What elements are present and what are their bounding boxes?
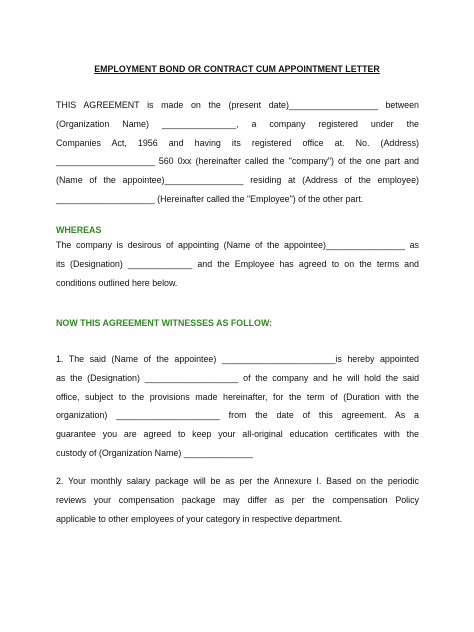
whereas-heading: WHEREAS — [56, 225, 102, 235]
clause-1-line: guarantee you are agreed to keep your all-original education certificates with the — [56, 429, 419, 440]
document-title: EMPLOYMENT BOND OR CONTRACT CUM APPOINTMENT LETTER — [94, 64, 380, 74]
clause-2-line: reviews your compensation package may differ as per the compensation Policy — [56, 494, 419, 505]
clause-1-line: office, subject to the provisions made hereinafter, for the term of (Duration with the — [56, 391, 419, 402]
intro-paragraph — [56, 96, 419, 209]
intro-line: Companies Act, 1956 and having its registered office at. No. (Address) — [56, 137, 419, 148]
intro-line: THIS AGREEMENT is made on the (present date)__________________ between — [56, 100, 419, 110]
witnesses-heading: NOW THIS AGREEMENT WITNESSES AS FOLLOW: — [56, 318, 273, 328]
intro-line: (Organization Name) _______________, a company registered under the — [56, 118, 419, 129]
clause-1-line: 1. The said (Name of the appointee) _______________________is hereby appointed — [56, 354, 419, 364]
intro-line: ____________________ (Hereinafter called the "Employee") of the other part. — [56, 193, 364, 204]
clause-1-line: custody of (Organization Name) ______________ — [56, 447, 253, 458]
whereas-line: The company is desirous of appointing (Name of the appointee)________________ as — [56, 240, 419, 250]
intro-line: ____________________ 560 0xx (hereinafter called the "company") of the one part and — [56, 156, 419, 167]
whereas-line: its (Designation) _____________ and the Employee has agreed to on the terms and — [56, 258, 419, 269]
intro-line: (Name of the appointee)________________ residing at (Address of the employee) — [56, 175, 419, 186]
clause-2-line: 2. Your monthly salary package will be as per the Annexure I. Based on the periodic — [56, 476, 419, 486]
whereas-paragraph — [56, 236, 419, 292]
clause-2-paragraph — [56, 472, 419, 528]
clause-2-line: applicable to other employees of your category in respective department. — [56, 513, 343, 524]
clause-1-line: organization) _____________________ from the date of this agreement. As a — [56, 410, 419, 421]
clause-1-line: as the (Designation) ___________________ of the company and he will hold the said — [56, 372, 419, 383]
whereas-line: conditions outlined here below. — [56, 277, 178, 288]
clause-1-paragraph — [56, 350, 419, 463]
